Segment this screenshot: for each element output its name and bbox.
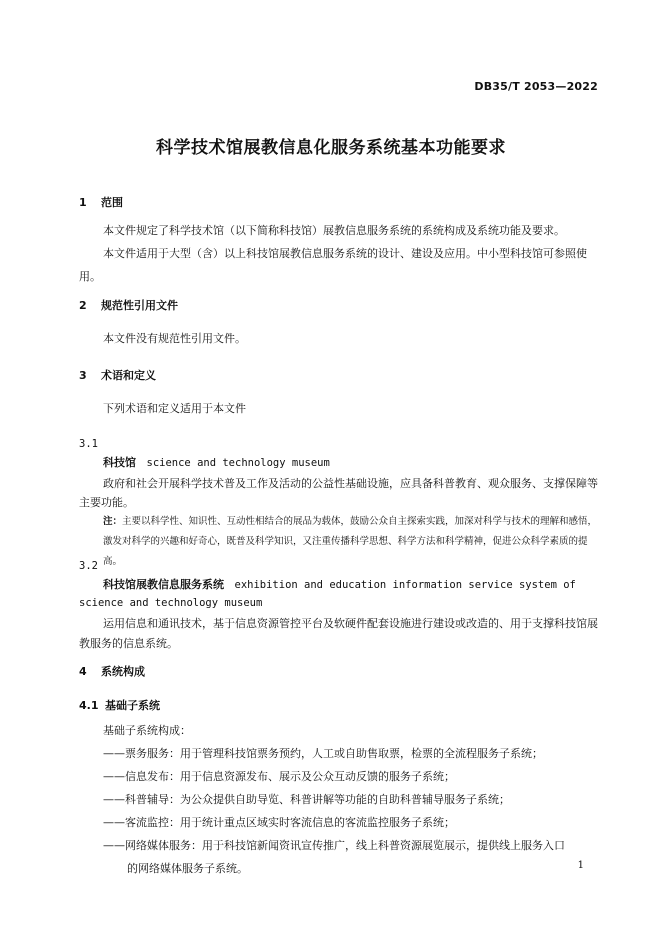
- list-item: ——信息发布：用于信息资源发布、展示及公众互动反馈的服务子系统；: [103, 770, 455, 783]
- paragraph: 本文件规定了科学技术馆（以下简称科技馆）展教信息服务系统的系统构成及系统功能及要求。: [103, 224, 565, 237]
- section-1-heading: [79, 194, 598, 210]
- subsection-number: 4.1: [79, 699, 99, 712]
- section-number: 2: [79, 299, 87, 312]
- note-label: 注：: [103, 516, 123, 527]
- list-item: ——票务服务：用于管理科技馆票务预约，人工或自助售取票，检票的全流程服务子系统；: [103, 747, 543, 760]
- section-title: 范围: [101, 196, 123, 209]
- section-title: 术语和定义: [101, 369, 156, 382]
- term-en: exhibition and education information service system of science and technology museum: [79, 579, 576, 609]
- list-item: ——科普辅导：为公众提供自助导览、科普讲解等功能的自助科普辅导服务子系统；: [103, 793, 510, 806]
- paragraph: 下列术语和定义适用于本文件: [103, 402, 246, 415]
- clause-number: 3.1: [79, 438, 98, 450]
- term-en: science and technology museum: [146, 457, 330, 469]
- section-number: 4: [79, 665, 87, 678]
- list-item: [79, 834, 598, 880]
- term-zh: 科技馆: [103, 456, 136, 469]
- term-3-2: [79, 558, 598, 654]
- list-item: ——客流监控：用于统计重点区域实时客流信息的客流监控服务子系统；: [103, 816, 455, 829]
- term-heading: [79, 576, 598, 612]
- section-2-body: [79, 327, 598, 350]
- list-item-continuation: 的网络媒体服务子系统。: [127, 862, 248, 875]
- section-4-list: [79, 719, 598, 880]
- term-zh: 科技馆展教信息服务系统: [103, 578, 224, 591]
- term-heading: [79, 454, 598, 472]
- section-3-heading: [79, 367, 598, 383]
- list-item-line: ——网络媒体服务：用于科技馆新闻资讯宣传推广，线上科普资源展览展示，提供线上服务入口: [103, 839, 565, 852]
- section-3-intro: [79, 397, 598, 420]
- subsection-4-1-heading: [79, 697, 598, 713]
- note-text: 主要以科学性、知识性、互动性相结合的展品为载体，鼓励公众自主探索实践，加深对科学与技术的理解和感悟，激发对科学的兴趣和好奇心，既普及科学知识，又注重传播科学思想、科学方法和科学精神，促进公众科学素质的提高。: [103, 516, 598, 567]
- section-4-heading: [79, 663, 598, 679]
- clause-number: 3.2: [79, 560, 98, 572]
- subsection-title: 基础子系统: [105, 699, 160, 712]
- section-number: 1: [79, 196, 87, 209]
- paragraph: 本文件适用于大型（含）以上科技馆展教信息服务系统的设计、建设及应用。中小型科技馆可参照使用。: [79, 247, 587, 283]
- term-3-1: [79, 436, 598, 572]
- section-title: 系统构成: [101, 665, 145, 678]
- page-number: 1: [577, 860, 584, 871]
- section-title: 规范性引用文件: [101, 299, 178, 312]
- term-definition: 政府和社会开展科学技术普及工作及活动的公益性基础设施，应具备科普教育、观众服务、支撑保障等主要功能。: [79, 477, 598, 509]
- section-number: 3: [79, 369, 87, 382]
- term-definition: 运用信息和通讯技术，基于信息资源管控平台及软硬件配套设施进行建设或改造的、用于支撑科技馆展教服务的信息系统。: [79, 617, 598, 650]
- standard-number: DB35/T 2053—2022: [474, 80, 598, 93]
- list-intro: 基础子系统构成：: [103, 724, 191, 737]
- section-1-body: [79, 219, 598, 288]
- section-2-heading: [79, 297, 598, 313]
- document-title: 科学技术馆展教信息化服务系统基本功能要求: [156, 138, 506, 158]
- paragraph: 本文件没有规范性引用文件。: [103, 332, 246, 345]
